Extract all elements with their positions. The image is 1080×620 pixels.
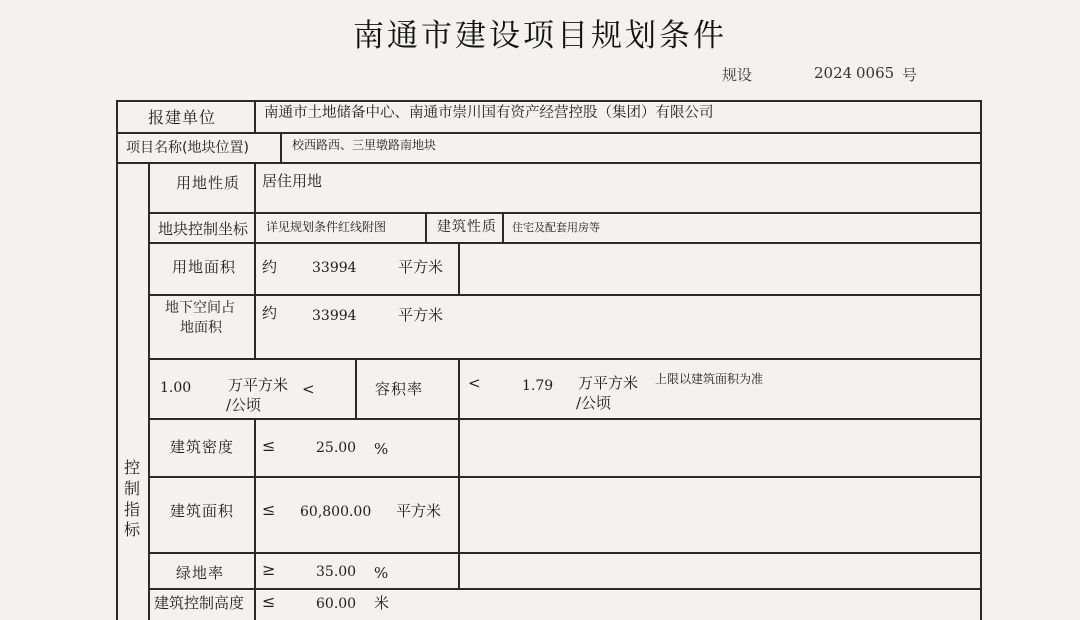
- green-rate-op: ≥: [262, 560, 276, 579]
- density-label: 建筑密度: [170, 438, 235, 456]
- density-unit: %: [374, 440, 389, 458]
- table-rule: [148, 242, 982, 244]
- table-rule: [148, 552, 982, 554]
- far-lt-2: <: [468, 374, 481, 392]
- doc-number-year: 2024: [814, 64, 853, 82]
- far-unit-line1: 万平方米: [228, 376, 289, 394]
- floor-area-op: ≤: [262, 500, 276, 519]
- far-unit-line1-right: 万平方米: [578, 374, 639, 392]
- doc-number-suffix: 号: [902, 66, 918, 84]
- floor-area-value: 60,800.00: [300, 504, 372, 520]
- table-rule: [502, 212, 504, 242]
- far-lt-1: <: [302, 380, 315, 398]
- table-border-top: [116, 100, 982, 102]
- table-rule: [148, 358, 982, 360]
- table-rule: [254, 418, 256, 620]
- land-area-label: 用地面积: [172, 258, 237, 276]
- height-value: 60.00: [316, 596, 357, 612]
- far-max-value: 1.79: [522, 378, 554, 394]
- control-indicators-label: 控制指标: [123, 458, 140, 540]
- table-rule: [148, 294, 982, 296]
- far-unit-line2: /公顷: [226, 396, 262, 414]
- underground-label-line1: 地下空间占: [165, 300, 235, 316]
- applicant-label: 报建单位: [148, 108, 217, 127]
- far-label: 容积率: [375, 380, 424, 398]
- floor-area-unit: 平方米: [396, 502, 442, 520]
- height-unit: 米: [374, 594, 390, 612]
- table-rule: [280, 132, 282, 162]
- table-rule: [116, 162, 982, 164]
- density-op: ≤: [262, 436, 276, 455]
- project-value: 校西路西、三里墩路南地块: [292, 138, 437, 152]
- project-label: 项目名称(地块位置): [126, 140, 249, 156]
- land-nature-label: 用地性质: [176, 174, 241, 192]
- table-rule: [148, 588, 982, 590]
- table-rule: [458, 358, 460, 588]
- table-rule: [116, 132, 982, 134]
- table-rule: [254, 162, 256, 358]
- underground-value: 33994: [312, 308, 357, 324]
- height-label: 建筑控制高度: [154, 594, 245, 612]
- underground-prefix: 约: [262, 304, 278, 322]
- building-nature-value: 住宅及配套用房等: [512, 221, 600, 234]
- green-rate-label: 绿地率: [176, 564, 225, 582]
- far-min-value: 1.00: [160, 380, 192, 396]
- density-value: 25.00: [316, 440, 357, 456]
- green-rate-unit: %: [374, 564, 389, 582]
- table-rule: [355, 358, 357, 418]
- doc-number-value: 0065: [856, 64, 895, 82]
- table-rule: [148, 162, 150, 620]
- table-rule: [148, 212, 982, 214]
- land-nature-value: 居住用地: [262, 172, 323, 190]
- land-area-unit: 平方米: [398, 258, 444, 276]
- far-unit-line2-right: /公顷: [576, 394, 612, 412]
- underground-unit: 平方米: [398, 306, 444, 324]
- table-border-left: [116, 100, 118, 620]
- document-title: 南通市建设项目规划条件: [353, 18, 727, 54]
- table-rule: [148, 418, 982, 420]
- floor-area-label: 建筑面积: [170, 502, 235, 520]
- doc-number-label: 规设: [722, 66, 753, 84]
- coords-value: 详见规划条件红线附图: [266, 220, 387, 234]
- land-area-value: 33994: [312, 260, 357, 276]
- far-note: 上限以建筑面积为准: [655, 372, 764, 386]
- applicant-value: 南通市土地储备中心、南通市崇川国有资产经营控股（集团）有限公司: [264, 105, 714, 121]
- table-rule: [254, 100, 256, 132]
- table-rule: [425, 212, 427, 242]
- underground-label-line2: 地面积: [180, 320, 222, 336]
- green-rate-value: 35.00: [316, 564, 357, 580]
- height-op: ≤: [262, 592, 276, 611]
- table-border-right: [980, 100, 982, 620]
- land-area-prefix: 约: [262, 258, 278, 276]
- table-rule: [458, 242, 460, 294]
- coords-label: 地块控制坐标: [158, 220, 249, 238]
- building-nature-label: 建筑性质: [437, 219, 497, 235]
- table-rule: [148, 476, 982, 478]
